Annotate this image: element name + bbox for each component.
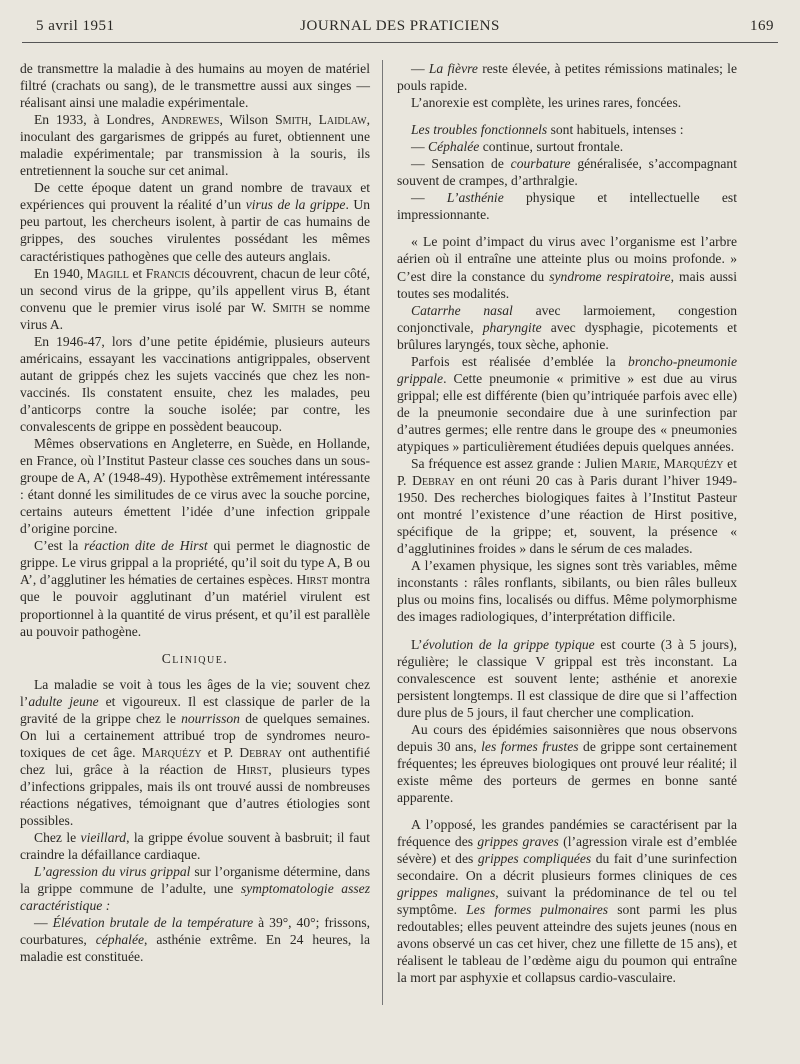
paragraph: L’anorexie est complète, les urines rares, foncées.: [411, 95, 682, 111]
paragraph: L’agression du virus grippal sur l’organisme détermine, dans la grippe commune de l’adulte, une symptomatologie assez caractéristique :: [20, 864, 370, 914]
paragraph: Mêmes observations en Angleterre, en Suède, en Hollande, en France, où l’Institut Pasteur classe ces souches dans un sous-groupe de A, A’ (1948-49). Hypothèse extrêmement intéressante : étant donné les similitudes de ce virus avec la souche porcine, certains auteurs émettent l’idée d’une infection grippale d’origine porcine.: [20, 436, 370, 537]
paragraph: A l’opposé, les grandes pandémies se caractérisent par la fréquence des grippes graves (l’agression virale est d’emblée sévère) et des grippes compliquées du fait d’une surinfection secondaire. On a décrit plusieurs formes cliniques de ces grippes malignes, suivant la prédominance de tel ou tel symptôme. Les formes pulmonaires sont parmi les plus redoutables; elles peuvent atteindre des sujets jeunes (nous en avons observé un cas cet hiver, chez une fillette de 15 ans), et réalisent le tableau de l’œdème aigu du poumon qui entraîne la mort par asphyxie et collapsus cardio-vasculaire.: [397, 816, 738, 986]
author-name: Francis: [145, 265, 191, 281]
paragraph: — L’asthénie physique et intellectuelle est impressionnante.: [397, 190, 737, 223]
header-date: 5 avril 1951: [36, 18, 115, 34]
paragraph: — La fièvre reste élevée, à petites rémissions matinales; le pouls rapide.: [397, 61, 737, 94]
author-name: Smith: [272, 299, 306, 315]
author-name: Magill: [86, 265, 129, 281]
paragraph: Parfois est réalisée d’emblée la broncho-pneumonie grippale. Cette pneumonie « primitive » est due au virus grippal; elle est différente (bien qu’intriquée parfois avec elle) de la pneumonie secondaire due à une surinfection par d’autres germes; elle rentre dans le groupe des « pneumonies atypiques » particulièrement étudiées depuis quelques années.: [397, 353, 737, 454]
paragraph: — Sensation de courbature généralisée, s’accompagnant souvent de crampes, d’arthralgie.: [397, 156, 737, 189]
author-name: Smith: [275, 112, 309, 128]
paragraph: La maladie se voit à tous les âges de la vie; souvent chez l’adulte jeune et vigoureux. Il est classique de parler de la gravité de la grippe chez le nourrisson de quelques semaines. On lui a certainement attribué trop de syndromes neuro-toxiques de cet âge. Marquézy et P. Debray ont authentifié chez lui, grâce à la réaction de Hirst, plusieurs types d’infections grippales, mais ils ont trouvé aussi de nombreuses réactions négatives, témoignant que d’autres étiologies sont possibles.: [20, 676, 371, 829]
author-name: Debray: [239, 744, 283, 760]
section-heading-clinique: Clinique.: [161, 650, 229, 666]
author-name: Marquézy: [663, 456, 724, 472]
author-name: Laidlaw: [318, 112, 367, 128]
author-name: Hirst: [296, 572, 329, 588]
paragraph: « Le point d’impact du virus avec l’organisme est l’arbre aérien où il entraîne une atteinte plus ou moins profonde. » C’est dire la constance du syndrome respiratoire, mais aussi toutes ses modalités.: [397, 234, 737, 301]
paragraph: En 1933, à Londres, Andrewes, Wilson Smith, Laidlaw, inoculant des gargarismes de grippés au furet, obtiennent une maladie expérimentale; par transmission à la souris, ils entretiennent la souche sur cet animal.: [20, 112, 371, 179]
paragraph: — Céphalée continue, surtout frontale.: [411, 139, 624, 155]
paragraph: Catarrhe nasal avec larmoiement, congestion conjonctivale, pharyngite avec dysphagie, picotements et brûlures laryngés, toux sèche, aphonie.: [397, 302, 737, 352]
author-name: Andrewes: [161, 112, 220, 128]
paragraph: L’évolution de la grippe typique est courte (3 à 5 jours), régulière; le classique V grippal est très inconstant. La convalescence est souvent lente; asthénie et anorexie persistent longtemps. Il est classique de dire que si l’affection dure plus de 5 jours, il faut chercher une complication.: [397, 636, 737, 720]
paragraph: De cette époque datent un grand nombre de travaux et expériences qui prouvent la réalité d’un virus de la grippe. Un peu partout, les chercheurs isolent, à partir de cas humains de grippes, des souches virulentes possédant les mêmes caractéristiques pathogènes que celle des auteurs anglais.: [20, 180, 371, 264]
paragraph: Au cours des épidémies saisonnières que nous observons depuis 30 ans, les formes frustes de grippe sont certainement fréquentes; les épreuves biologiques ont prouvé leur réalité; il existe même des porteurs de germes en bonne santé apparente.: [397, 721, 737, 805]
paragraph: A l’examen physique, les signes sont très variables, même inconstants : râles ronflants, sibilants, ou bien râles bulleux plus ou moins fins, localisés ou diffus. Même polymorphisme des images radiologiques, d’interprétation difficile.: [397, 558, 737, 625]
paragraph: — Élévation brutale de la température à 39°, 40°; frissons, courbatures, céphalée, asthénie extrême. En 24 heures, la maladie est constituée.: [20, 915, 371, 965]
paragraph: Chez le vieillard, la grippe évolue souvent à basbruit; il faut craindre la défaillance cardiaque.: [20, 830, 370, 863]
column-divider: [382, 60, 383, 1005]
paragraph: En 1946-47, lors d’une petite épidémie, plusieurs auteurs américains, essayant les vaccinations antigrippales, observent autant de grippés chez les sujets vaccinés que chez les non-vaccinés. Ils constatent ensuite, chez les malades, peu d’anticorps contre la souche isolée; par contre, les convalescents de grippe en possèdent beaucoup.: [20, 333, 370, 434]
paragraph: de transmettre la maladie à des humains au moyen de matériel filtré (crachats ou sang), de le transmettre aussi aux singes — réalisant ainsi une maladie expérimentale.: [20, 61, 370, 111]
paragraph: C’est la réaction dite de Hirst qui permet le diagnostic de grippe. Le virus grippal a la propriété, qu’il soit du type A, B ou A’, d’agglutiner les hématies de certaines espèces. Hirst montra que le pouvoir agglutinant d’un matériel virulent est proportionnel à la quantité de virus présent, et qu’il est parallèle au pouvoir pathogène.: [20, 538, 371, 639]
running-header: [22, 14, 778, 43]
author-name: Hirst: [236, 761, 269, 777]
author-name: Marie: [621, 456, 657, 472]
paragraph: En 1940, Magill et Francis découvrent, chacun de leur côté, un second virus de la grippe, qu’ils appellent virus B, étant convenu que le premier virus isolé par W. Smith se nomme virus A.: [20, 265, 371, 332]
paragraph: Sa fréquence est assez grande : Julien Marie, Marquézy et P. Debray en ont réuni 20 cas à Paris durant l’hiver 1949-1950. Des recherches biologiques faites à l’Institut Pasteur ont montré l’existence d’une réaction de Hirst positive, spécifique de la grippe; et, souvent, la présence « d’agglutinines froides » dans le sérum de ces malades.: [397, 456, 738, 557]
left-column: [20, 60, 370, 965]
journal-title: JOURNAL DES PRATICIENS: [300, 18, 500, 34]
author-name: Marquézy: [141, 744, 202, 760]
author-name: Debray: [412, 473, 455, 489]
right-column: [397, 60, 737, 986]
paragraph: Les troubles fonctionnels sont habituels, intenses :: [411, 122, 684, 138]
page-number: 169: [750, 18, 774, 34]
